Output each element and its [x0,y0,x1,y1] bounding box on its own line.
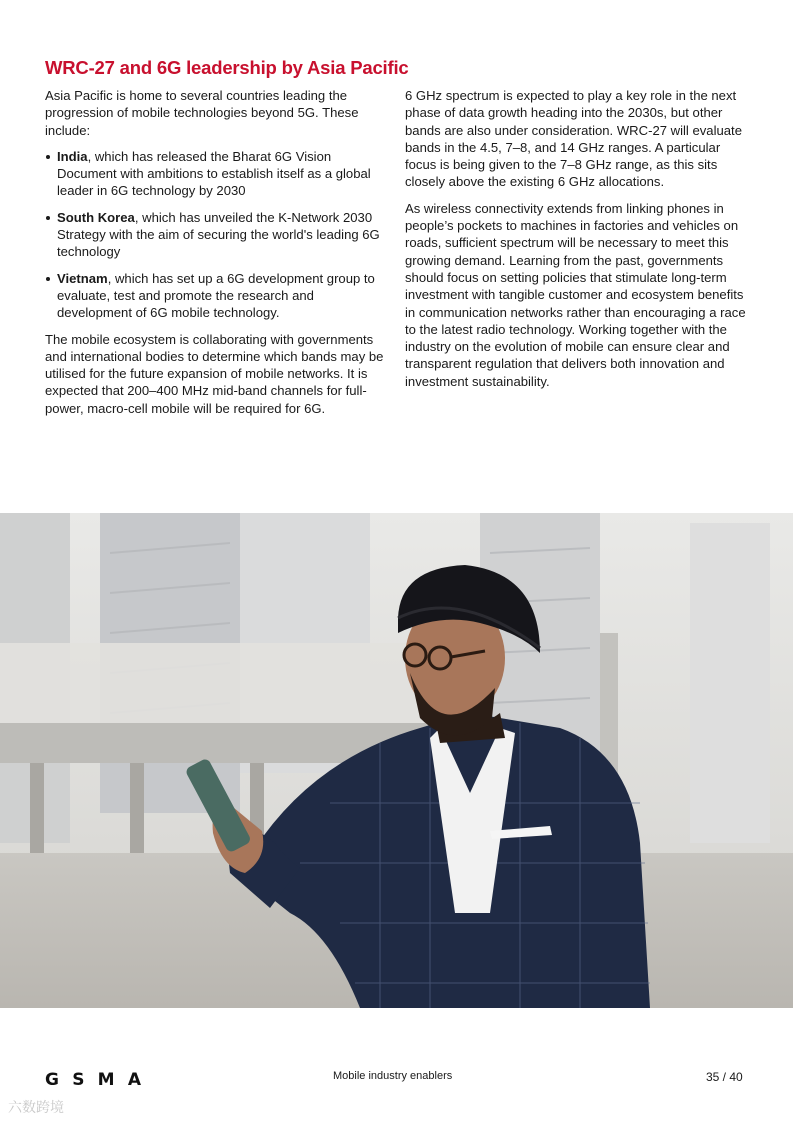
country-list [45,148,385,322]
right-column [405,87,750,399]
list-item-south-korea [45,209,385,261]
gsma-logo-text: GSMA [45,1070,141,1088]
list-item-india [45,148,385,200]
page-number: 35 / 40 [706,1070,743,1084]
left-column [45,87,385,426]
closing-paragraph: The mobile ecosystem is collaborating with governments and international bodies to determine which bands may be utilised for the future expansion of mobile networks. It is expected that 200–400 MHz mid-band channels for full-power, macro-cell mobile will be required for 6G. [45,331,384,416]
intro-paragraph: Asia Pacific is home to several countries leading the progression of mobile technologies beyond 5G. These include: [45,88,359,138]
spectrum-paragraph: 6 GHz spectrum is expected to play a key role in the next phase of data growth heading into the 2030s, but other bands are also under consideration. WRC-27 will evaluate bands in the 4.5, 7–8, and 14 GHz ranges. A particular focus is being given to the 7–8 GHz range, as this sits closely above the existing 6 GHz allocations. [405,88,742,190]
section-heading: WRC-27 and 6G leadership by Asia Pacific [45,57,409,78]
gsma-logo[interactable] [45,1070,143,1093]
man-with-phone-photo [0,513,793,1008]
country-name: Vietnam [57,270,108,286]
country-name: India [57,148,88,164]
country-description: , which has released the Bharat 6G Vision Document with ambitions to establish itself as a global leader in 6G technology by 2030 [57,148,371,199]
watermark: 六数跨境 [8,1099,64,1115]
country-description: , which has set up a 6G development group to evaluate, test and promote the research and development of 6G mobile technology. [57,270,375,321]
list-item-vietnam [45,270,385,322]
connectivity-paragraph: As wireless connectivity extends from linking phones in people’s pockets to machines in factories and vehicles on roads, sufficient spectrum will be necessary to meet this growing demand. Learning from the past, governments should focus on setting policies that stimulate long-term investment with tangible customer and ecosystem benefits in communication networks rather than encouraging a race to the latest radio technology. Working together with the industry on the evolution of mobile can ensure clear and transparent regulation that delivers both innovation and investment sustainability. [405,200,746,389]
country-description: , which has unveiled the K-Network 2030 Strategy with the aim of securing the world's leading 6G technology [57,209,380,260]
country-name: South Korea [57,209,135,225]
footer-section-title: Mobile industry enablers [333,1070,453,1082]
gsma-wordmark [45,1070,143,1088]
